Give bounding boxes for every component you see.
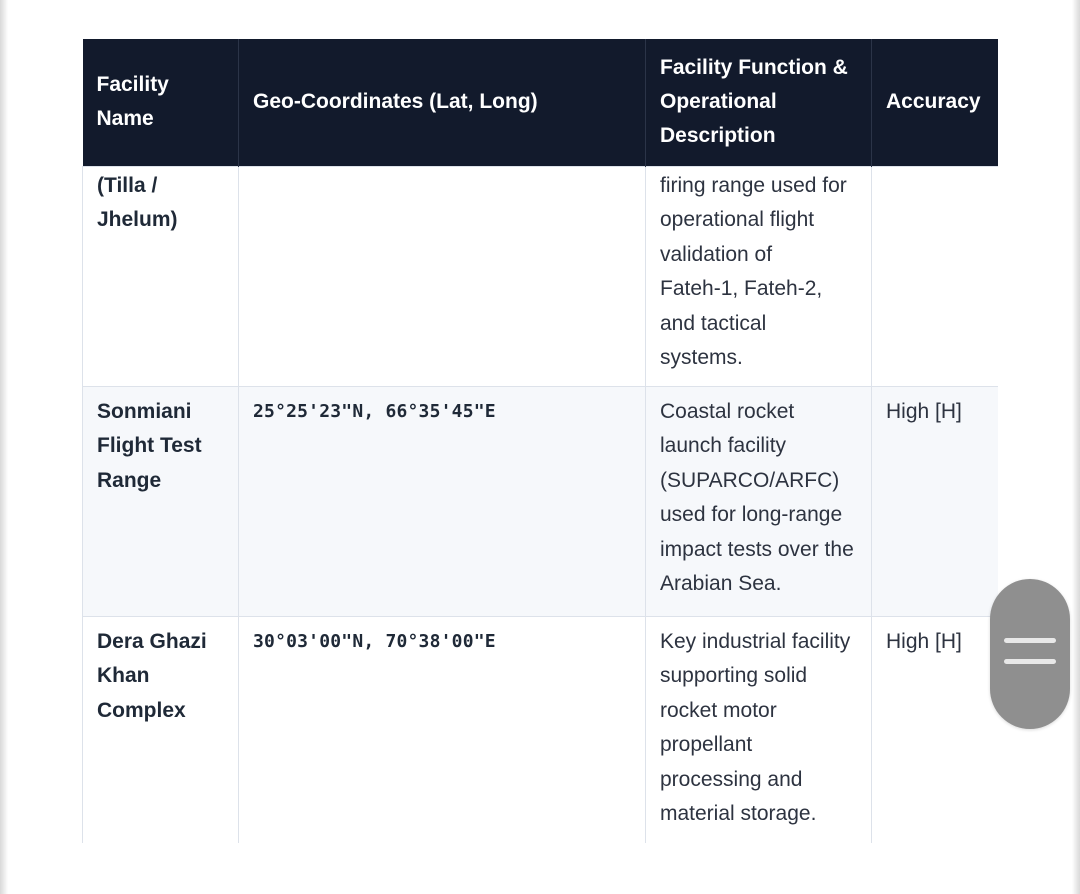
scroll-handle[interactable]: [990, 579, 1070, 729]
accuracy-cell: High [H]: [872, 386, 999, 616]
table-row: [83, 386, 999, 616]
header-geo-coordinates: [239, 39, 646, 166]
facility-name-text: Dera Ghazi: [97, 629, 207, 653]
description-text: processing and: [660, 767, 803, 791]
description-text: and tactical: [660, 311, 767, 335]
facility-name-cell: [83, 166, 239, 386]
description-text: propellant: [660, 733, 753, 756]
coordinates-cell: 25°25'23"N, 66°35'45"E: [239, 386, 646, 616]
description-cell: [646, 166, 872, 386]
drag-handle-icon: [1004, 659, 1056, 664]
facility-name-text: Sonmiani: [97, 399, 192, 423]
description-text: impact tests over the: [660, 537, 854, 561]
facility-table: [82, 39, 998, 843]
description-text: launch facility: [660, 434, 787, 457]
header-facility-function: [646, 39, 872, 166]
accuracy-cell: High [H]: [872, 616, 999, 843]
accuracy-cell: [872, 166, 999, 386]
description-text: supporting solid: [660, 664, 808, 687]
facility-table-container[interactable]: [82, 39, 998, 843]
facility-name-text: Complex: [97, 698, 186, 722]
header-text: Description: [660, 124, 776, 148]
description-text: used for long-range: [660, 503, 843, 526]
page-left-edge: [0, 0, 8, 894]
coordinates-cell: 30°03'00"N, 70°38'00"E: [239, 616, 646, 843]
description-text: Coastal rocket: [660, 399, 795, 423]
header-text: Name: [96, 107, 154, 131]
facility-name-text: Jhelum): [97, 208, 178, 231]
drag-handle-icon: [1004, 638, 1056, 643]
header-text: Geo-Coordinates (Lat, Long): [253, 90, 538, 114]
description-text: systems.: [660, 346, 743, 369]
table-header-row: [83, 39, 999, 166]
description-text: operational flight: [660, 208, 815, 231]
header-text: Operational: [660, 90, 777, 114]
facility-name-text: Khan: [97, 664, 150, 687]
facility-name-cell: [83, 616, 239, 843]
facility-name-cell: [83, 386, 239, 616]
table-row: [83, 166, 999, 386]
description-cell: [646, 386, 872, 616]
header-text: Accuracy: [886, 90, 981, 114]
header-facility-name: [83, 39, 239, 166]
description-text: material storage.: [660, 802, 817, 825]
description-cell: [646, 616, 872, 843]
header-accuracy: [872, 39, 999, 166]
description-text: Fateh-1, Fateh-2,: [660, 277, 823, 300]
description-text: (SUPARCO/ARFC): [660, 468, 840, 492]
description-text: firing range used for: [660, 173, 847, 197]
page-right-edge: [1072, 0, 1080, 894]
description-text: Key industrial facility: [660, 629, 851, 653]
description-text: Arabian Sea.: [660, 572, 782, 595]
facility-name-text: Range: [97, 468, 162, 492]
description-text: validation of: [660, 242, 773, 266]
facility-name-text: (Tilla /: [97, 173, 158, 197]
coordinates-cell: [239, 166, 646, 386]
table-row: [83, 616, 999, 843]
header-text: Facility: [96, 73, 169, 97]
header-text: Facility Function &: [660, 56, 848, 80]
description-text: rocket motor: [660, 698, 777, 722]
facility-name-text: Flight Test: [97, 434, 202, 457]
